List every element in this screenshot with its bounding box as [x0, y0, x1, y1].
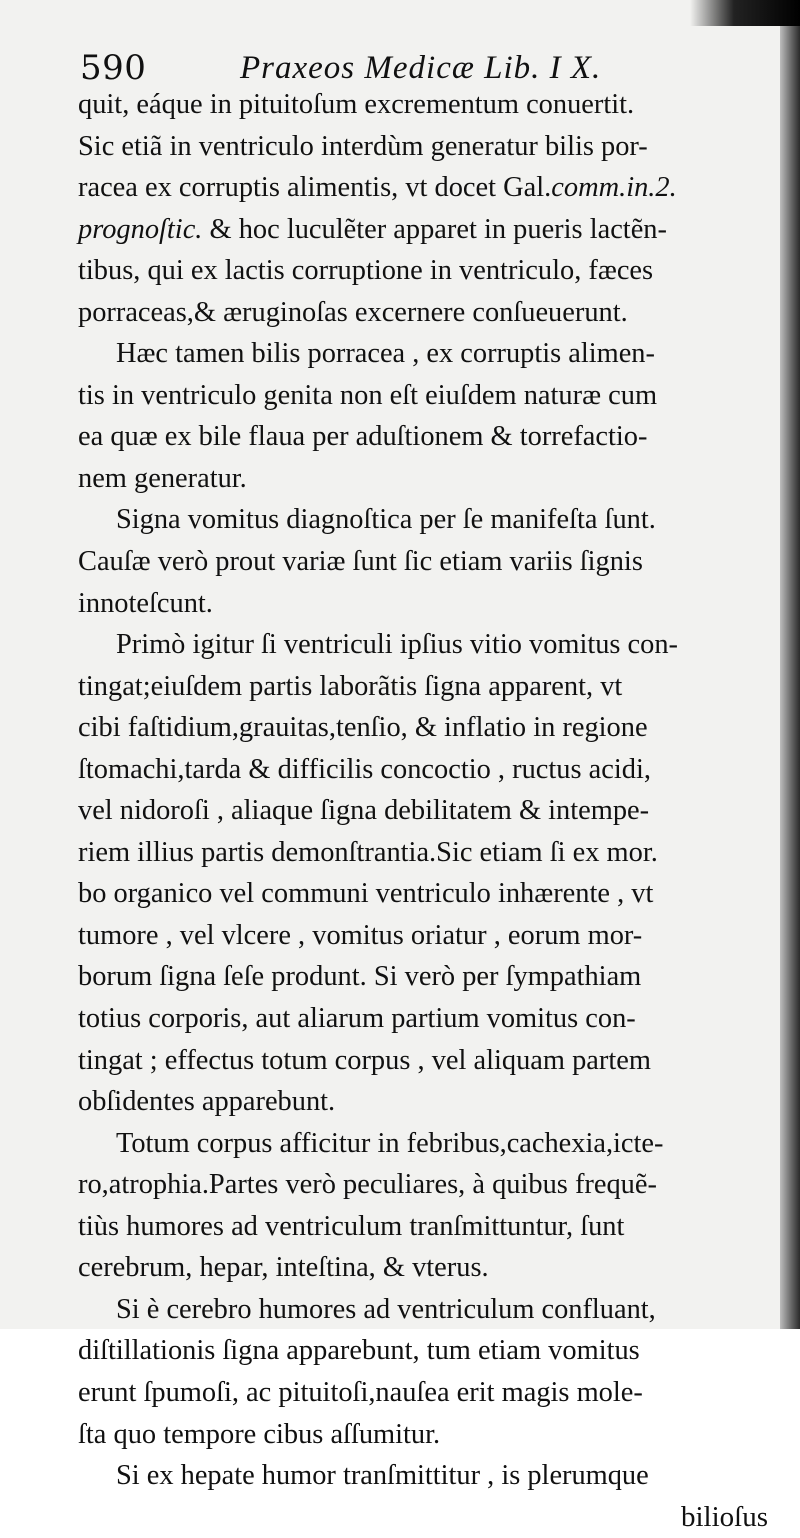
text-segment: Sic etiã in ventriculo interdùm generatur bilis por-: [78, 130, 648, 162]
text-segment: Hæc tamen bilis porracea , ex corruptis alimen-: [116, 338, 655, 370]
text-segment: porraceas,& æruginoſas excernere conſueuerunt.: [78, 296, 628, 328]
text-segment: Signa vomitus diagnoſtica per ſe manifeſta ſunt.: [116, 504, 656, 536]
text-segment: diſtillationis ſigna apparebunt, tum etiam vomitus: [78, 1335, 640, 1367]
text-line: [78, 790, 768, 832]
text-line: [78, 416, 768, 458]
text-line: [78, 1123, 768, 1165]
text-line: [78, 707, 768, 749]
text-segment: ro,atrophia.Partes verò peculiares, à quibus frequẽ-: [78, 1169, 657, 1201]
text-segment: innoteſcunt.: [78, 587, 213, 619]
text-segment: riem illius partis demonſtrantia.Sic etiam ſi ex mor.: [78, 836, 658, 868]
text-line: [78, 1414, 768, 1456]
text-line: [78, 458, 768, 500]
text-line: [78, 1040, 768, 1082]
text-line: [78, 1081, 768, 1123]
binding-edge: [780, 0, 800, 1329]
text-line: [78, 126, 768, 168]
text-segment: tiùs humores ad ventriculum tranſmittuntur, ſunt: [78, 1210, 625, 1242]
text-line: [78, 956, 768, 998]
page-number: 590: [80, 48, 147, 88]
text-line: [78, 873, 768, 915]
text-line: [78, 1206, 768, 1248]
text-segment: ſtomachi,tarda & difficilis concoctio , ructus acidi,: [78, 753, 651, 785]
body-text: [78, 84, 768, 1538]
text-segment: ea quæ ex bile flaua per aduſtionem & torrefactio-: [78, 421, 648, 453]
text-line: [78, 998, 768, 1040]
text-line: [78, 209, 768, 251]
text-segment: tingat;eiuſdem partis laborãtis ſigna apparent, vt: [78, 670, 623, 702]
text-line: [78, 1247, 768, 1289]
text-segment: racea ex corruptis alimentis, vt docet Gal.: [78, 172, 552, 204]
text-segment: vel nidoroſi , aliaque ſigna debilitatem & intempe-: [78, 795, 650, 827]
text-line: [78, 1497, 768, 1538]
text-line: [78, 1372, 768, 1414]
text-line: [78, 375, 768, 417]
italic-citation: prognoſtic.: [78, 213, 203, 245]
text-line: [78, 583, 768, 625]
text-line: [78, 1289, 768, 1331]
text-line: [78, 915, 768, 957]
text-segment: cerebrum, hepar, inteſtina, & vterus.: [78, 1252, 489, 1284]
text-segment: tibus, qui ex lactis corruptione in ventriculo, fæces: [78, 255, 654, 287]
text-segment: bilioſus: [680, 1500, 768, 1533]
text-line: [78, 666, 768, 708]
text-line: [78, 292, 768, 334]
text-segment: Cauſæ verò prout variæ ſunt ſic etiam variis ſignis: [78, 546, 643, 578]
text-segment: erunt ſpumoſi, ac pituitoſi,nauſea erit magis mole-: [78, 1376, 643, 1408]
text-segment: & hoc luculẽter apparet in pueris lactẽn-: [202, 213, 667, 245]
text-segment: cibi faſtidium,grauitas,tenſio, & inflatio in regione: [78, 712, 648, 744]
text-segment: tingat ; effectus totum corpus , vel aliquam partem: [78, 1044, 651, 1076]
text-line: [78, 1330, 768, 1372]
text-line: [78, 541, 768, 583]
text-line: [78, 167, 768, 209]
text-line: [78, 250, 768, 292]
text-line: [78, 1164, 768, 1206]
text-segment: totius corporis, aut aliarum partium vomitus con-: [78, 1003, 636, 1035]
text-segment: bo organico vel communi ventriculo inhærente , vt: [78, 878, 654, 910]
text-segment: nem generatur.: [78, 462, 247, 494]
text-segment: quit, eáque in pituitoſum excrementum conuertit.: [78, 89, 635, 120]
text-line: [78, 832, 768, 874]
text-segment: Si è cerebro humores ad ventriculum confluant,: [116, 1293, 656, 1325]
text-line: [78, 749, 768, 791]
running-title: Praxeos Medicæ Lib. I X.: [240, 50, 602, 86]
text-line: [78, 1455, 768, 1497]
text-segment: tis in ventriculo genita non eſt eiuſdem naturæ cum: [78, 379, 658, 411]
text-line: [78, 333, 768, 375]
text-segment: Primò igitur ſi ventriculi ipſius vitio vomitus con-: [116, 629, 678, 661]
text-line: [78, 84, 768, 126]
text-segment: tumore , vel vlcere , vomitus oriatur , eorum mor-: [78, 919, 643, 951]
binding-shadow: [690, 0, 800, 26]
text-segment: obſidentes apparebunt.: [78, 1086, 336, 1118]
text-segment: Si ex hepate humor tranſmittitur , is plerumque: [116, 1460, 649, 1492]
text-line: [78, 624, 768, 666]
italic-citation: comm.in.2.: [551, 172, 677, 204]
text-line: [78, 499, 768, 541]
text-segment: ſta quo tempore cibus aſſumitur.: [78, 1418, 441, 1450]
text-segment: Totum corpus afficitur in febribus,cachexia,icte-: [116, 1127, 664, 1159]
text-segment: borum ſigna ſeſe produnt. Si verò per ſympathiam: [78, 961, 642, 993]
